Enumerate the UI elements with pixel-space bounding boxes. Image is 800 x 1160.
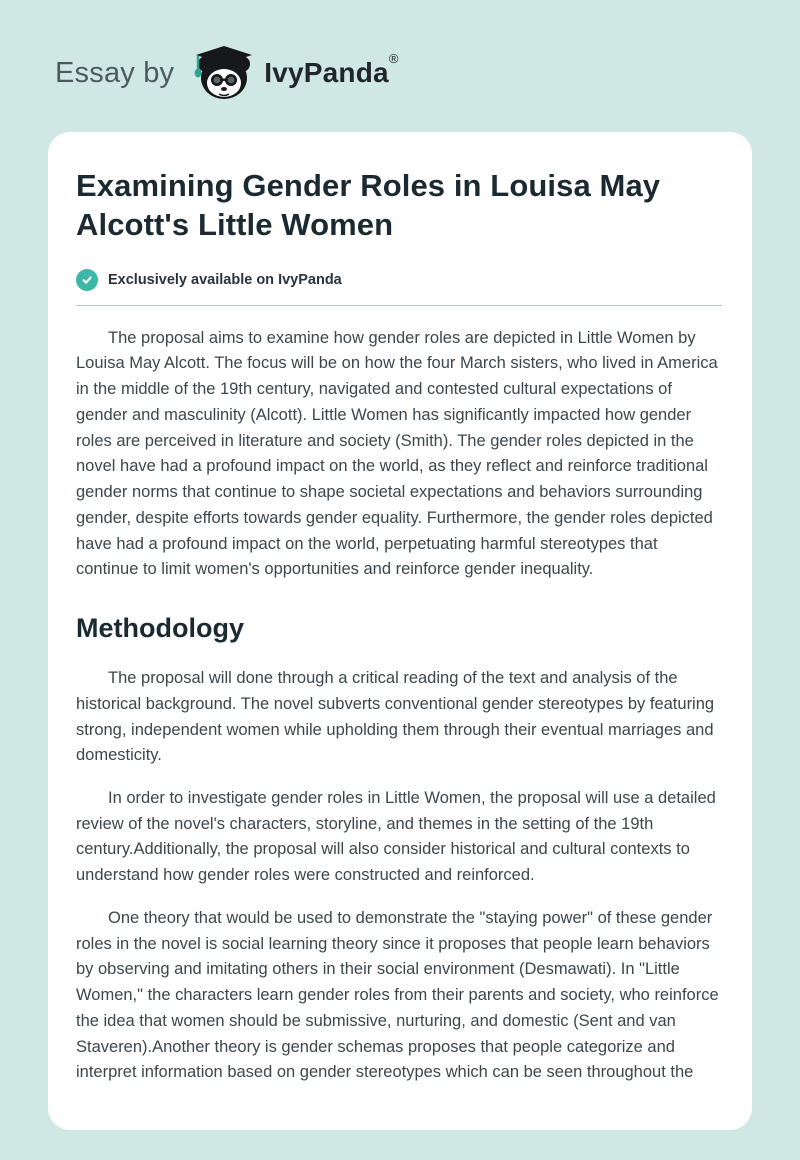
availability-badge bbox=[76, 269, 722, 291]
methodology-paragraph-1: The proposal will done through a critical reading of the text and analysis of the historical background. The novel subverts conventional gender stereotypes by featuring strong, independent women while upholding them through their eventual marriages and domesticity. bbox=[76, 669, 715, 765]
brand-logo-link[interactable] bbox=[188, 42, 398, 104]
page-title: Examining Gender Roles in Louisa May Alcott's Little Women bbox=[76, 168, 661, 243]
essay-card bbox=[48, 132, 752, 1130]
site-header bbox=[0, 0, 800, 132]
availability-badge-label: Exclusively available on IvyPanda bbox=[108, 271, 342, 288]
essay-by-label: Essay by bbox=[55, 56, 175, 89]
section-heading-methodology: Methodology bbox=[76, 613, 244, 644]
panda-graduate-logo-icon bbox=[188, 42, 254, 104]
brand-name: IvyPanda® bbox=[264, 50, 399, 88]
divider bbox=[76, 305, 722, 306]
methodology-paragraph-3: One theory that would be used to demonstrate the "staying power" of these gender roles in the novel is social learning theory since it proposes that people learn behaviors by observing and imitating others in their social environment (Desmawati). In "Little Women," the characters learn gender roles from their parents and society, who reinforce the idea that women should be submissive, nurturing, and domestic (Sent and van Staveren).Another theory is gender schemas proposes that people categorize and interpret information based on gender stereotypes which can be seen throughout the bbox=[76, 908, 719, 1082]
registered-mark: ® bbox=[388, 50, 399, 66]
intro-paragraph: The proposal aims to examine how gender roles are depicted in Little Women by Louisa May Alcott. The focus will be on how the four March sisters, who lived in America in the middle of the 19th century, navigated and contested cultural expectations of gender and masculinity (Alcott). Little Women has significantly impacted how gender roles are perceived in literature and society (Smith). The gender roles depicted in the novel have had a profound impact on the world, as they reflect and reinforce traditional gender norms that continue to shape societal expectations and behaviors surrounding gender, despite efforts towards gender equality. Furthermore, the gender roles depicted have had a profound impact on the world, perpetuating harmful stereotypes that continue to limit women's opportunities and reinforce gender inequality. bbox=[76, 328, 718, 579]
methodology-paragraph-2: In order to investigate gender roles in Little Women, the proposal will use a detailed review of the novel's characters, storyline, and themes in the setting of the 19th century.Additionally, the proposal will also consider historical and cultural contexts to understand how gender roles were constructed and reinforced. bbox=[76, 789, 716, 885]
essay-body bbox=[76, 326, 722, 1086]
check-icon bbox=[76, 269, 98, 291]
